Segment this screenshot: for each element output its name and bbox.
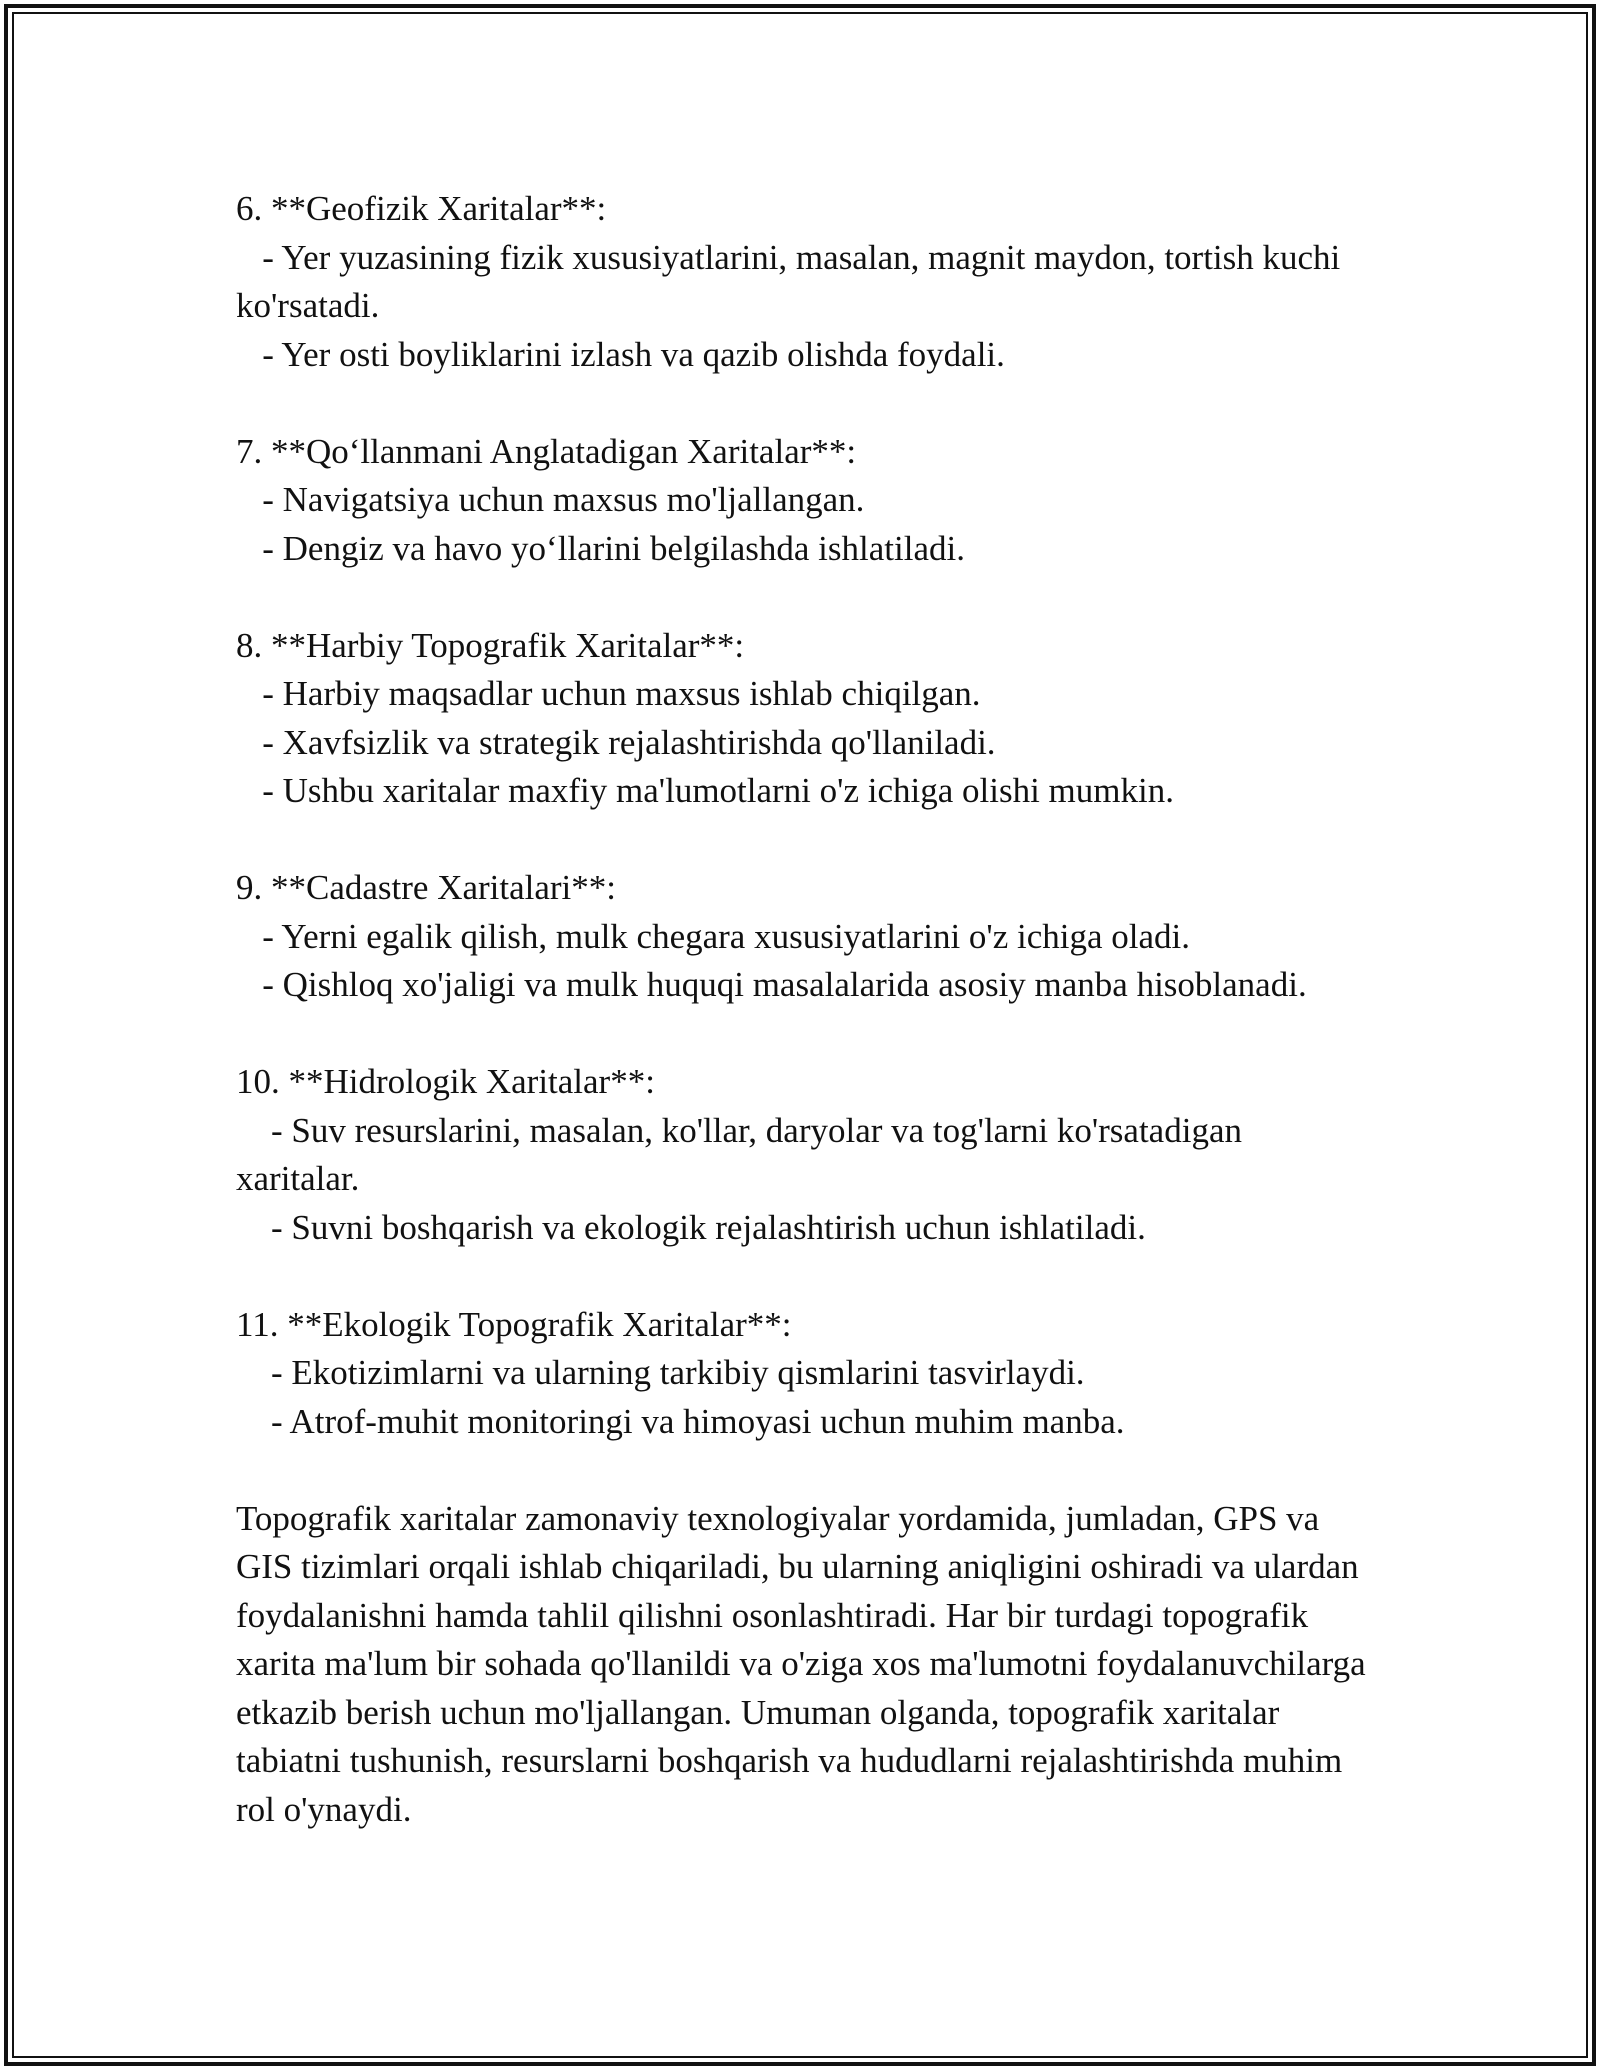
bullet-item: - Dengiz va havo yo‘llarini belgilashda ishlatiladi. bbox=[236, 528, 965, 568]
document-body bbox=[236, 185, 1366, 1834]
section-heading: 6. **Geofizik Xaritalar**: bbox=[236, 189, 607, 228]
section-cadastre bbox=[236, 864, 1366, 1010]
section-heading: 11. **Ekologik Topografik Xaritalar**: bbox=[236, 1304, 792, 1344]
section-geofizik bbox=[236, 185, 1366, 379]
section-heading: 9. **Cadastre Xaritalari**: bbox=[236, 868, 617, 907]
bullet-item: - Qishloq xo'jaligi va mulk huquqi masalalarida asosiy manba hisoblanadi. bbox=[236, 965, 1307, 1004]
bullet-item: - Navigatsiya uchun maxsus mo'ljallangan. bbox=[236, 480, 865, 519]
section-ekologik bbox=[236, 1301, 1366, 1447]
bullet-item: - Harbiy maqsadlar uchun maxsus ishlab chiqilgan. bbox=[236, 674, 981, 713]
bullet-item: - Yer osti boyliklarini izlash va qazib olishda foydali. bbox=[236, 334, 1005, 374]
bullet-item: - Ushbu xaritalar maxfiy ma'lumotlarni o'z ichiga olishi mumkin. bbox=[236, 771, 1174, 810]
bullet-item: - Yerni egalik qilish, mulk chegara xususiyatlarini o'z ichiga oladi. bbox=[236, 916, 1191, 956]
section-hidrologik bbox=[236, 1058, 1366, 1252]
section-navigatsiya bbox=[236, 428, 1366, 574]
section-heading: 7. **Qo‘llanmani Anglatadigan Xaritalar**: bbox=[236, 431, 857, 471]
section-heading: 10. **Hidrologik Xaritalar**: bbox=[236, 1062, 655, 1101]
bullet-item: - Atrof-muhit monitoringi va himoyasi uchun muhim manba. bbox=[236, 1401, 1125, 1441]
section-harbiy bbox=[236, 622, 1366, 816]
bullet-item: - Yer yuzasining fizik xususiyatlarini, masalan, magnit maydon, tortish kuchi ko'rsatadi. bbox=[236, 237, 1350, 325]
bullet-item: - Suv resurslarini, masalan, ko'llar, daryolar va tog'larni ko'rsatadigan xaritalar. bbox=[236, 1110, 1251, 1198]
conclusion-paragraph: Topografik xaritalar zamonaviy texnologiyalar yordamida, jumladan, GPS va GIS tizimlari orqali ishlab chiqariladi, bu ularning aniqligini oshiradi va ulardan foydalanishni hamda tahlil qilishni osonlashtiradi. Har bir turdagi topografik xarita ma'lum bir sohada qo'llanildi va o'ziga xos ma'lumotni foydalanuvchilarga etkazib berish uchun mo'ljallangan. Umuman olganda, topografik xaritalar tabiatni tushunish, resurslarni boshqarish va hududlarni rejalashtirishda muhim rol o'ynaydi. bbox=[236, 1498, 1366, 1829]
bullet-item: - Suvni boshqarish va ekologik rejalashtirish uchun ishlatiladi. bbox=[236, 1207, 1146, 1247]
section-heading: 8. **Harbiy Topografik Xaritalar**: bbox=[236, 625, 745, 665]
bullet-item: - Xavfsizlik va strategik rejalashtirishda qo'llaniladi. bbox=[236, 722, 996, 762]
bullet-item: - Ekotizimlarni va ularning tarkibiy qismlarini tasvirlaydi. bbox=[236, 1353, 1085, 1392]
